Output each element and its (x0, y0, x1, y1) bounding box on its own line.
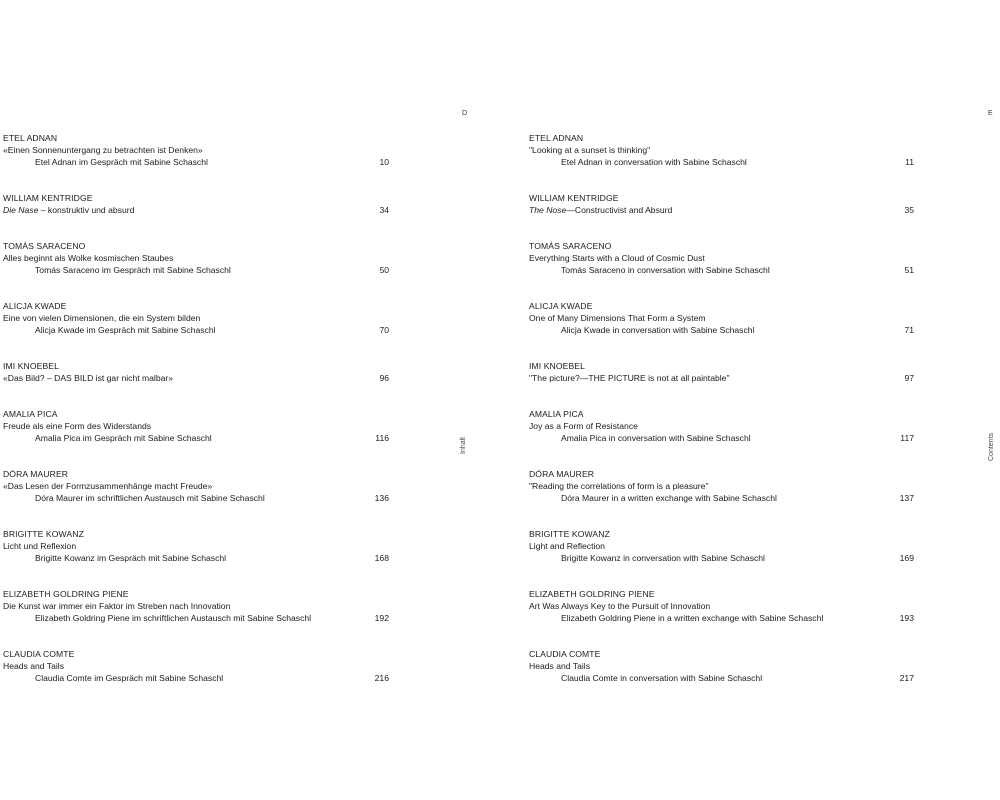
artist-name: ETEL ADNAN (3, 133, 58, 143)
toc-entry[interactable] (529, 468, 929, 504)
artist-name: ALICJA KWADE (529, 301, 593, 311)
artist-name: DÓRA MAURER (3, 469, 69, 479)
entry-subtitle: Dóra Maurer in a written exchange with Sabine Schaschl (561, 493, 777, 503)
page-number: 97 (904, 373, 914, 383)
entry-subtitle: Amalia Pica im Gespräch mit Sabine Schaschl (35, 433, 212, 443)
toc-entry[interactable] (3, 648, 403, 684)
artist-name: ELIZABETH GOLDRING PIENE (529, 589, 655, 599)
toc-entry[interactable] (529, 300, 929, 336)
toc-entry[interactable] (529, 192, 929, 216)
artist-name: AMALIA PICA (3, 409, 58, 419)
entry-title (3, 204, 403, 216)
entry-title: «Einen Sonnenuntergang zu betrachten ist Denken» (3, 145, 203, 155)
entry-title: "Reading the correlations of form is a pleasure" (529, 481, 709, 491)
page-number: 217 (899, 673, 914, 683)
entry-subtitle: Claudia Comte im Gespräch mit Sabine Schaschl (35, 673, 224, 683)
artist-name: WILLIAM KENTRIDGE (3, 193, 93, 203)
toc-entry[interactable] (3, 360, 403, 384)
page-number: 10 (379, 157, 389, 167)
entry-subtitle: Claudia Comte in conversation with Sabine Schaschl (561, 673, 763, 683)
entry-title: Light and Reflection (529, 541, 605, 551)
page-number: 34 (379, 205, 389, 215)
page-number: 70 (379, 325, 389, 335)
artist-name: ALICJA KWADE (3, 301, 67, 311)
artist-name: IMI KNOEBEL (529, 361, 586, 371)
entry-subtitle: Dóra Maurer im schriftlichen Austausch mit Sabine Schaschl (35, 493, 265, 503)
entry-subtitle: Tomás Saraceno im Gespräch mit Sabine Schaschl (35, 265, 231, 275)
entry-subtitle: Alicja Kwade in conversation with Sabine Schaschl (561, 325, 755, 335)
entry-title: Licht und Reflexion (3, 541, 77, 551)
entry-title (529, 204, 929, 216)
entry-subtitle: Brigitte Kowanz in conversation with Sabine Schaschl (561, 553, 765, 563)
toc-entry[interactable] (3, 528, 403, 564)
toc-entry[interactable] (3, 588, 403, 624)
entry-title: Alles beginnt als Wolke kosmischen Staubes (3, 253, 174, 263)
artist-name: BRIGITTE KOWANZ (529, 529, 610, 539)
toc-entry[interactable] (529, 528, 929, 564)
toc-entry[interactable] (529, 408, 929, 444)
page-number: 50 (379, 265, 389, 275)
entry-title: Heads and Tails (3, 661, 64, 671)
entry-title-italic: The Nose (529, 205, 567, 215)
entry-title-rest: —Constructivist and Absurd (566, 205, 673, 215)
toc-entry[interactable] (3, 408, 403, 444)
page-number: 116 (375, 433, 389, 443)
toc-entry[interactable] (529, 360, 929, 384)
entry-title: «Das Lesen der Formzusammenhänge macht Freude» (3, 481, 213, 491)
artist-name: ELIZABETH GOLDRING PIENE (3, 589, 129, 599)
artist-name: ETEL ADNAN (529, 133, 584, 143)
page-number: 136 (374, 493, 389, 503)
page-number: 193 (899, 613, 914, 623)
vertical-page-label: Contents (988, 432, 995, 461)
entry-subtitle: Elizabeth Goldring Piene im schriftlichen Austausch mit Sabine Schaschl (35, 613, 312, 623)
artist-name: AMALIA PICA (529, 409, 584, 419)
entry-title: "Looking at a sunset is thinking" (529, 145, 651, 155)
entry-title: Joy as a Form of Resistance (529, 421, 638, 431)
artist-name: TOMÁS SARACENO (529, 241, 612, 251)
page-number: 192 (374, 613, 389, 623)
toc-entry[interactable] (3, 132, 403, 168)
entry-title: Freude als eine Form des Widerstands (3, 421, 152, 431)
toc-entry[interactable] (3, 240, 403, 276)
entry-title: Everything Starts with a Cloud of Cosmic Dust (529, 253, 705, 263)
artist-name: BRIGITTE KOWANZ (3, 529, 84, 539)
entry-title-rest: – konstruktiv und absurd (38, 205, 135, 215)
artist-name: TOMÁS SARACENO (3, 241, 86, 251)
entry-subtitle: Etel Adnan im Gespräch mit Sabine Schaschl (35, 157, 208, 167)
page-number: 216 (374, 673, 389, 683)
artist-name: DÓRA MAURER (529, 469, 595, 479)
page-number: 137 (899, 493, 914, 503)
page-number: 71 (904, 325, 914, 335)
artist-name: IMI KNOEBEL (3, 361, 60, 371)
page-number: 11 (905, 157, 914, 167)
toc-entry[interactable] (529, 588, 929, 624)
entry-title: Eine von vielen Dimensionen, die ein System bilden (3, 313, 201, 323)
toc-entry[interactable] (529, 648, 929, 684)
page-number: 35 (904, 205, 914, 215)
entry-subtitle: Amalia Pica in conversation with Sabine Schaschl (561, 433, 751, 443)
toc-entry[interactable] (529, 132, 929, 168)
vertical-page-label: Inhalt (460, 436, 467, 454)
toc-entry[interactable] (3, 300, 403, 336)
entry-title: «Das Bild? – DAS BILD ist gar nicht malbar» (3, 373, 174, 383)
page-number: 117 (900, 433, 914, 443)
entry-subtitle: Tomás Saraceno in conversation with Sabine Schaschl (561, 265, 770, 275)
entry-title: Die Kunst war immer ein Faktor im Streben nach Innovation (3, 601, 231, 611)
entry-subtitle: Alicja Kwade im Gespräch mit Sabine Schaschl (35, 325, 216, 335)
page-number: 169 (899, 553, 914, 563)
page-number: 168 (374, 553, 389, 563)
artist-name: WILLIAM KENTRIDGE (529, 193, 619, 203)
entry-title: Heads and Tails (529, 661, 590, 671)
entry-subtitle: Elizabeth Goldring Piene in a written exchange with Sabine Schaschl (561, 613, 824, 623)
artist-name: CLAUDIA COMTE (3, 649, 75, 659)
entry-title: One of Many Dimensions That Form a System (529, 313, 706, 323)
page-right-contents (500, 0, 1000, 800)
entry-title: "The picture?—THE PICTURE is not at all paintable" (529, 373, 730, 383)
entry-subtitle: Etel Adnan in conversation with Sabine Schaschl (561, 157, 747, 167)
toc-entry[interactable] (3, 192, 403, 216)
toc-entry[interactable] (3, 468, 403, 504)
section-marker: E (988, 110, 994, 117)
entry-title: Art Was Always Key to the Pursuit of Innovation (529, 601, 711, 611)
entry-title-italic: Die Nase (3, 205, 39, 215)
section-marker: D (462, 110, 468, 117)
toc-entry[interactable] (529, 240, 929, 276)
entry-subtitle: Brigitte Kowanz im Gespräch mit Sabine Schaschl (35, 553, 227, 563)
page-number: 96 (379, 373, 389, 383)
page-number: 51 (904, 265, 914, 275)
artist-name: CLAUDIA COMTE (529, 649, 601, 659)
